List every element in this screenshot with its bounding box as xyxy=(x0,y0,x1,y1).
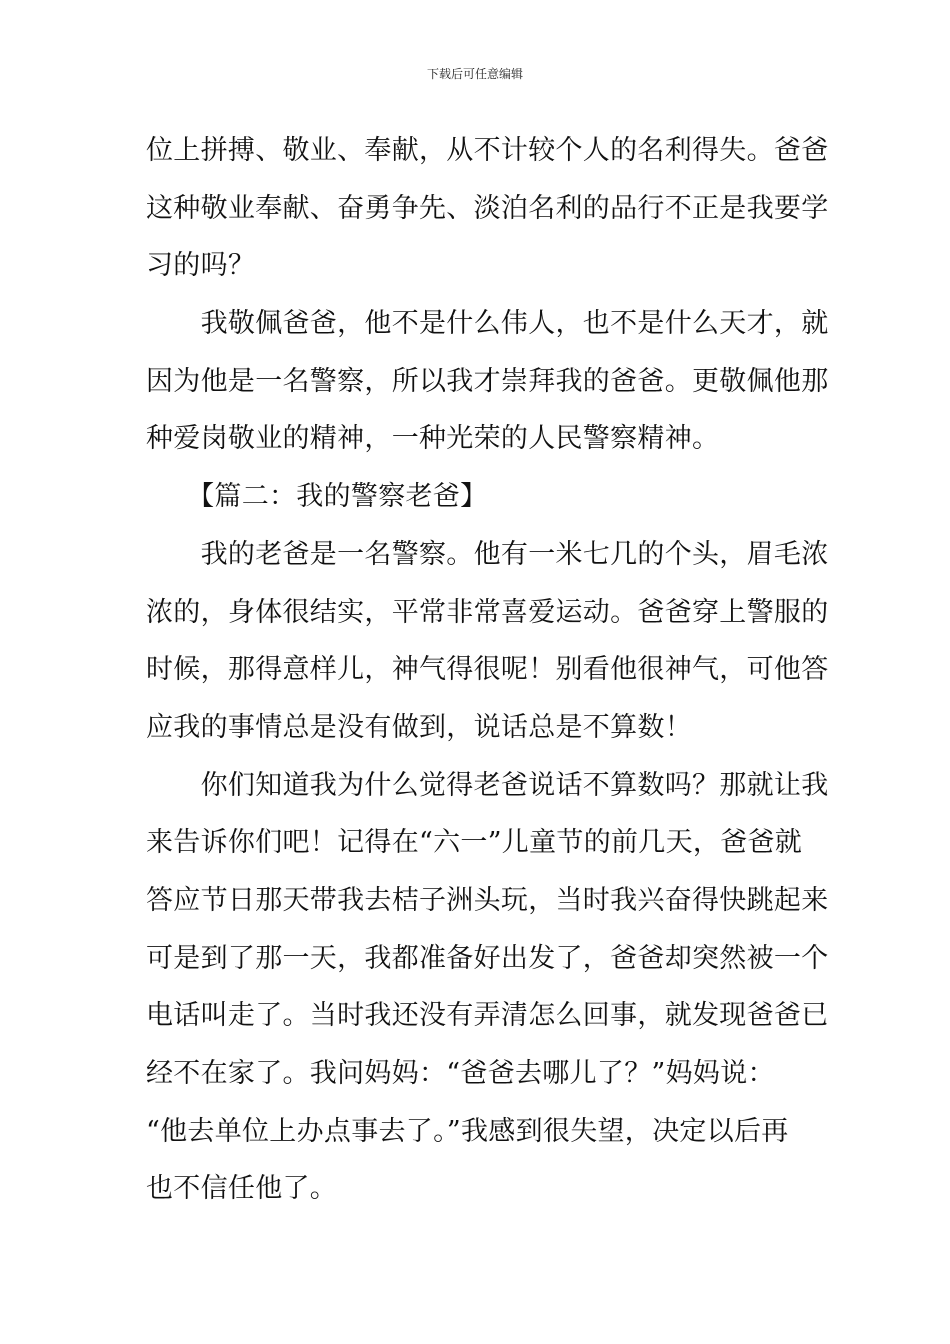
text-line: 来告诉你们吧！记得在“六一”儿童节的前几天，爸爸就 xyxy=(146,827,803,859)
text-line: “他去单位上办点事去了。”我感到很失望，决定以后再 xyxy=(146,1115,789,1147)
text-line: 电话叫走了。当时我还没有弄清怎么回事，就发现爸爸已 xyxy=(146,1000,829,1032)
section-heading: 【篇二：我的警察老爸】 xyxy=(146,481,488,513)
document-body xyxy=(146,122,829,1218)
text-line: 这种敬业奉献、奋勇争先、淡泊名利的品行不正是我要学 xyxy=(146,192,829,224)
text-line: 也不信任他了。 xyxy=(146,1173,338,1205)
text-line: 可是到了那一天，我都准备好出发了，爸爸却突然被一个 xyxy=(146,942,829,974)
text-line: 我的老爸是一名警察。他有一米七几的个头，眉毛浓 xyxy=(146,538,829,570)
text-line: 我敬佩爸爸，他不是什么伟人，也不是什么天才，就 xyxy=(146,308,829,340)
text-line: 时候，那得意样儿，神气得很呢！别看他很神气，可他答 xyxy=(146,654,829,686)
text-line: 应我的事情总是没有做到，说话总是不算数！ xyxy=(146,711,692,743)
text-line: 位上拼搏、敬业、奉献，从不计较个人的名利得失。爸爸 xyxy=(146,135,829,166)
text-line: 因为他是一名警察，所以我才崇拜我的爸爸。更敬佩他那 xyxy=(146,365,829,397)
text-line: 习的吗？ xyxy=(146,250,256,282)
text-line: 种爱岗敬业的精神，一种光荣的人民警察精神。 xyxy=(146,423,720,455)
page-header: 下载后可任意编辑 xyxy=(426,67,523,81)
text-line: 答应节日那天带我去桔子洲头玩，当时我兴奋得快跳起来 xyxy=(146,884,829,916)
text-line: 经不在家了。我问妈妈：“爸爸去哪儿了？”妈妈说： xyxy=(146,1058,775,1089)
text-line: 浓的，身体很结实，平常非常喜爱运动。爸爸穿上警服的 xyxy=(146,596,829,628)
text-line: 你们知道我为什么觉得老爸说话不算数吗？那就让我 xyxy=(146,769,829,801)
